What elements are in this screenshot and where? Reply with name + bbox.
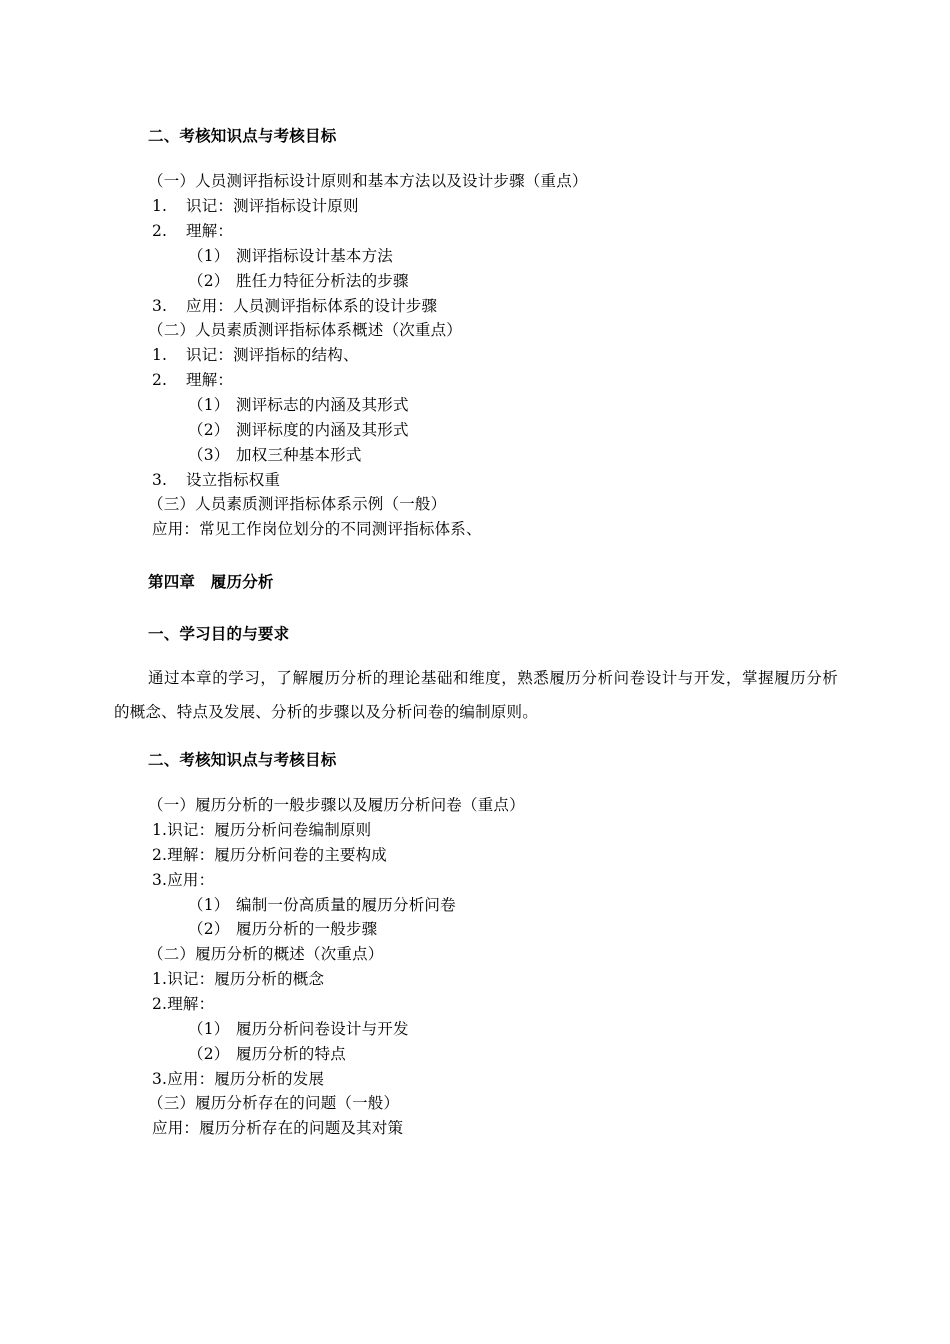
item-number: （3） [188, 446, 230, 464]
sub-list-item [188, 246, 393, 266]
item-text: 履历分析问卷设计与开发 [236, 1020, 409, 1038]
sub-list-item [188, 271, 409, 291]
sub-list-item [188, 1019, 409, 1039]
item-text: 识记：测评指标的结构、 [186, 346, 359, 364]
item-number: （1） [188, 896, 230, 914]
section-heading: 一、学习目的与要求 [148, 625, 290, 643]
item-number: 3. [152, 471, 168, 489]
item-number: （2） [188, 1045, 230, 1063]
item-text: 识记：测评指标设计原则 [186, 197, 359, 215]
item-text: 理解： [186, 222, 234, 240]
list-item: 1.识记：履历分析问卷编制原则 [152, 821, 372, 839]
list-item [152, 296, 437, 316]
list-item: 2.理解：履历分析问卷的主要构成 [152, 846, 387, 864]
section-heading: 二、考核知识点与考核目标 [148, 127, 337, 145]
sub-list-item [188, 445, 362, 465]
list-item: 1.识记：履历分析的概念 [152, 970, 325, 988]
chapter-title: 第四章 履历分析 [148, 573, 274, 591]
list-item [152, 196, 359, 216]
item-text: 履历分析的一般步骤 [236, 920, 378, 938]
list-item: 3.应用：履历分析的发展 [152, 1070, 325, 1088]
sub-list-item [188, 895, 456, 915]
item-text: 理解： [186, 371, 234, 389]
item-text: 应用：人员测评指标体系的设计步骤 [186, 297, 438, 315]
item-text: 测评标度的内涵及其形式 [236, 421, 409, 439]
item-number: （1） [188, 247, 230, 265]
item-number: （2） [188, 272, 230, 290]
sub-list-item [188, 395, 409, 415]
item-number: 3. [152, 297, 168, 315]
subsection-title: （三）履历分析存在的问题（一般） [148, 1094, 400, 1112]
subsection-title: （二）人员素质测评指标体系概述（次重点） [148, 321, 463, 339]
item-text: 测评指标设计基本方法 [236, 247, 394, 265]
list-item: 2.理解： [152, 995, 215, 1013]
sub-list-item [188, 420, 409, 440]
list-item: 3.应用： [152, 871, 215, 889]
list-item [152, 370, 233, 390]
item-number: （2） [188, 421, 230, 439]
subsection-title: （一）人员测评指标设计原则和基本方法以及设计步骤（重点） [148, 172, 588, 190]
sub-list-item [188, 1044, 346, 1064]
item-text: 编制一份高质量的履历分析问卷 [236, 896, 456, 914]
list-item: 应用：履历分析存在的问题及其对策 [152, 1119, 404, 1137]
intro-paragraph: 通过本章的学习，了解履历分析的理论基础和维度，熟悉履历分析问卷设计与开发，掌握履历分析的概念、特点及发展、分析的步骤以及分析问卷的编制原则。 [114, 669, 838, 721]
item-text: 履历分析的特点 [236, 1045, 346, 1063]
item-number: 1. [152, 197, 168, 215]
section-heading: 二、考核知识点与考核目标 [148, 751, 337, 769]
item-text: 设立指标权重 [186, 471, 281, 489]
item-number: 1. [152, 346, 168, 364]
item-number: （1） [188, 1020, 230, 1038]
item-number: 2. [152, 222, 168, 240]
subsection-title: （二）履历分析的概述（次重点） [148, 945, 384, 963]
list-item: 应用：常见工作岗位划分的不同测评指标体系、 [152, 520, 482, 538]
item-text: 胜任力特征分析法的步骤 [236, 272, 409, 290]
sub-list-item [188, 919, 377, 939]
item-number: （2） [188, 920, 230, 938]
list-item [152, 221, 233, 241]
list-item [152, 345, 359, 365]
list-item [152, 470, 280, 490]
item-text: 加权三种基本形式 [236, 446, 362, 464]
subsection-title: （一）履历分析的一般步骤以及履历分析问卷（重点） [148, 796, 525, 814]
item-number: （1） [188, 396, 230, 414]
subsection-title: （三）人员素质测评指标体系示例（一般） [148, 495, 447, 513]
item-number: 2. [152, 371, 168, 389]
item-text: 测评标志的内涵及其形式 [236, 396, 409, 414]
